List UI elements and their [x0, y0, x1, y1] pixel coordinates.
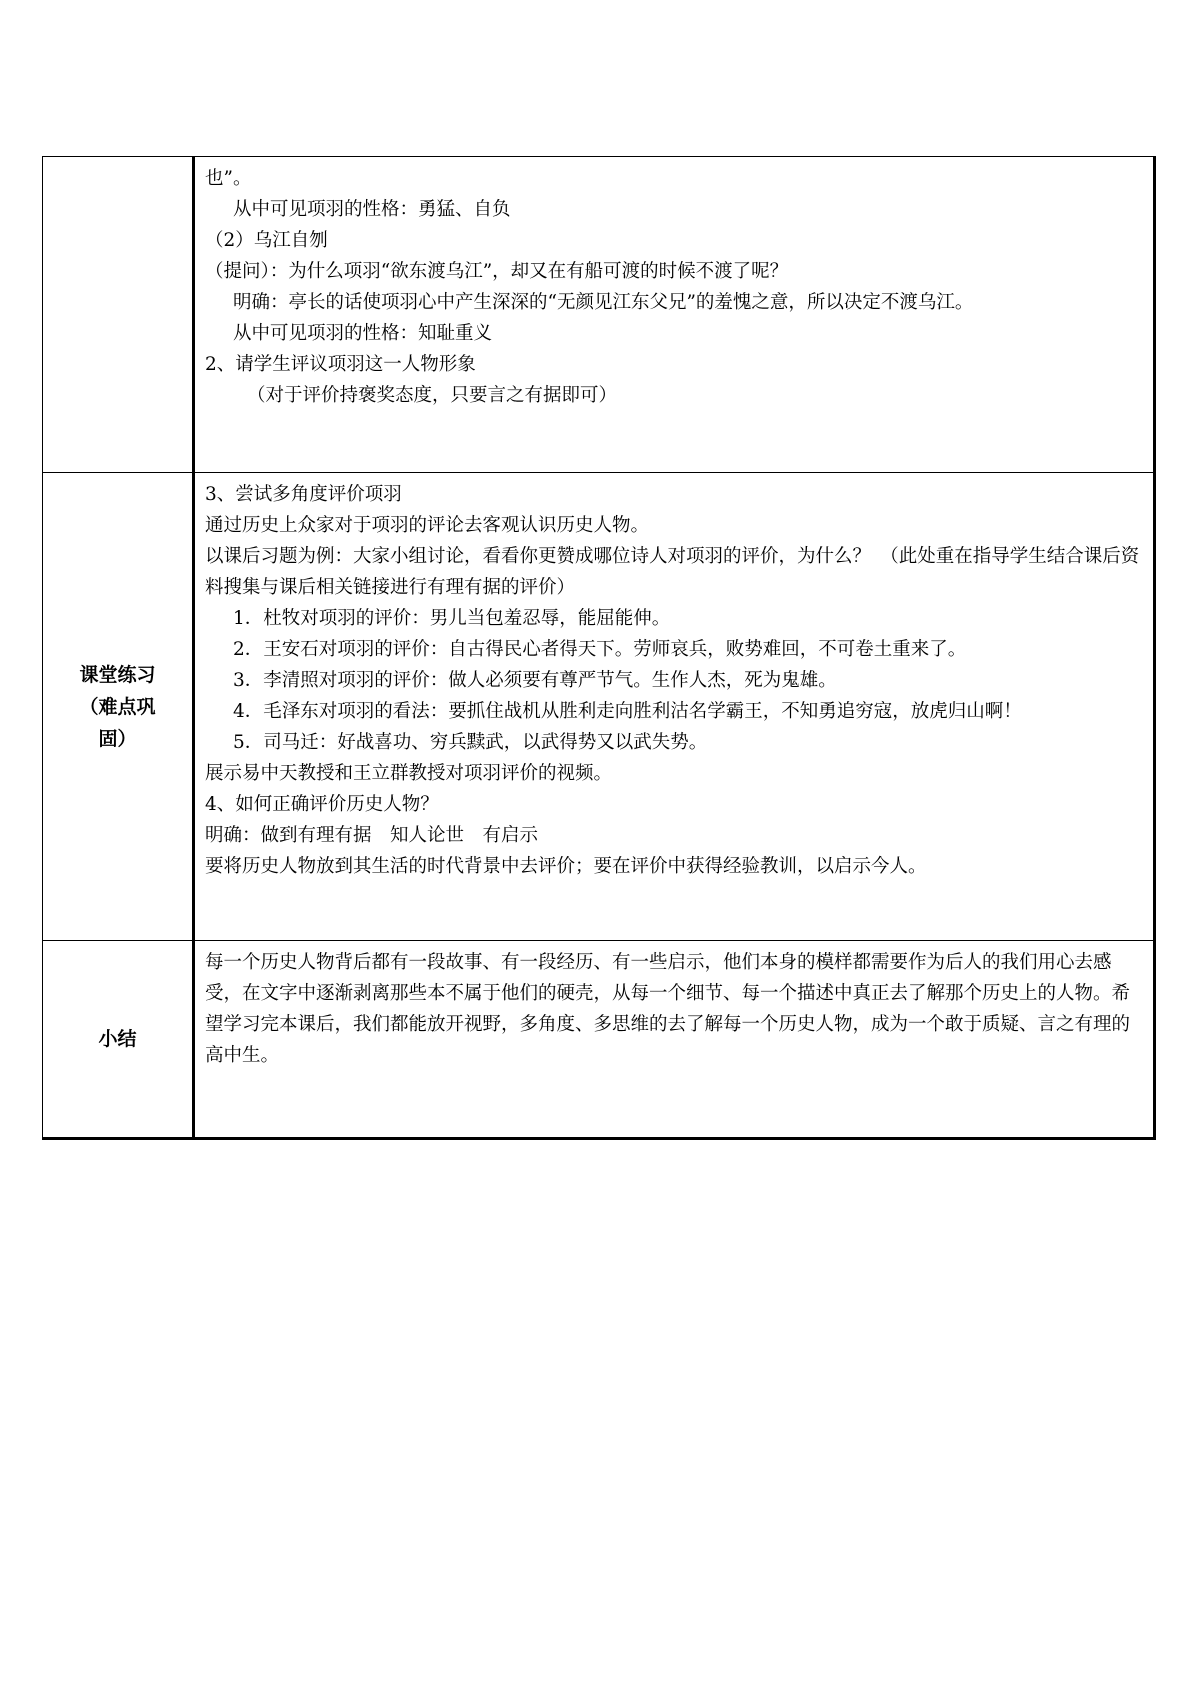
row-label-line: （难点巩 — [79, 695, 156, 718]
content-line: 以课后习题为例：大家小组讨论，看看你更赞成哪位诗人对项羽的评价，为什么？ （此处重在指导学生结合课后资料搜集与课后相关链接进行有理有据的评价） — [205, 546, 1140, 598]
content-line: 1．杜牧对项羽的评价：男儿当包羞忍辱，能屈能伸。 — [233, 608, 671, 629]
table-row-practice — [43, 473, 1155, 941]
content-line: 2、请学生评议项羽这一人物形象 — [205, 354, 476, 375]
row-label-summary — [43, 941, 194, 1139]
content-line: 明确：亭长的话使项羽心中产生深深的“无颜见江东父兄”的羞愧之意，所以决定不渡乌江。 — [233, 292, 974, 313]
lesson-plan-table — [42, 156, 1156, 1140]
content-line: （提问）：为什么项羽“欲东渡乌江”，却又在有船可渡的时候不渡了呢？ — [205, 261, 789, 282]
content-line: 展示易中天教授和王立群教授对项羽评价的视频。 — [205, 763, 613, 784]
content-line: 通过历史上众家对于项羽的评论去客观认识历史人物。 — [205, 515, 650, 536]
row-content-analysis — [194, 157, 1155, 473]
row-label-empty — [43, 157, 194, 473]
row-label-practice — [43, 473, 194, 941]
content-line: 3、尝试多角度评价项羽 — [205, 484, 402, 505]
content-line: 4．毛泽东对项羽的看法：要抓住战机从胜利走向胜利沽名学霸王，不知勇追穷寇，放虎归山啊！ — [233, 701, 1022, 722]
content-paragraph: 每一个历史人物背后都有一段故事、有一段经历、有一些启示，他们本身的模样都需要作为后人的我们用心去感受，在文字中逐渐剥离那些本不属于他们的硬壳，从每一个细节、每一个描述中真正去了解那个历史上的人物。希望学习完本课后，我们都能放开视野，多角度、多思维的去了解每一个历史人物，成为一个敢于质疑、言之有理的高中生。 — [205, 952, 1131, 1066]
content-line: 也”。 — [205, 168, 252, 189]
table-row-summary — [43, 941, 1155, 1139]
content-line: （对于评价持褒奖态度，只要言之有据即可） — [247, 385, 618, 406]
table-row-analysis — [43, 157, 1155, 473]
row-label-line: 小结 — [98, 1028, 137, 1050]
content-line: 3．李清照对项羽的评价：做人必须要有尊严节气。生作人杰，死为鬼雄。 — [233, 670, 837, 691]
content-line: 明确：做到有理有据 知人论世 有启示 — [205, 825, 539, 846]
content-line: （2）乌江自刎 — [205, 230, 328, 251]
content-line: 从中可见项羽的性格：勇猛、自负 — [233, 199, 511, 220]
row-label-line: 固） — [98, 727, 137, 750]
content-line: 2．王安石对项羽的评价：自古得民心者得天下。劳师哀兵，败势难回，不可卷土重来了。 — [233, 639, 967, 660]
row-content-practice — [194, 473, 1155, 941]
content-line: 从中可见项羽的性格：知耻重义 — [233, 323, 493, 344]
row-label-line: 课堂练习 — [79, 663, 156, 686]
content-line: 4、如何正确评价历史人物？ — [205, 794, 439, 815]
content-line: 5．司马迁：好战喜功、穷兵黩武，以武得势又以武失势。 — [233, 732, 708, 753]
content-line: 要将历史人物放到其生活的时代背景中去评价；要在评价中获得经验教训，以启示今人。 — [205, 856, 927, 877]
row-content-summary — [194, 941, 1155, 1139]
